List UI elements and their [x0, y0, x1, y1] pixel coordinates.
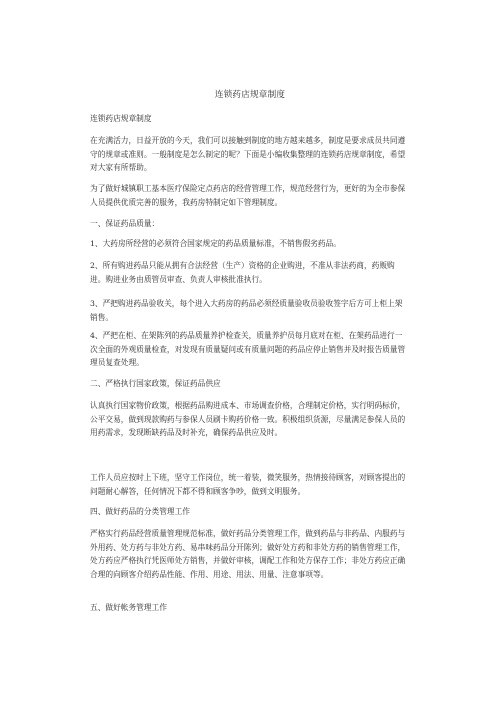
section-heading-4: 四、做好药品的分类管理工作	[90, 507, 190, 516]
paragraph-item-4: 4、严把在柜、在架陈列的药品质量养护检查关，质量养护员每月底对在柜、在架药品进行一次全面的外观质量检查，对发现有质量疑问或有质量问题的药品应停止销售并及时报告质量管理员复查处理。	[90, 331, 406, 367]
section-heading-2: 二、严格执行国家政策，保证药品供应	[90, 379, 221, 388]
section-heading-1: 一、保证药品质量：	[90, 219, 160, 228]
section-heading-5: 五、做好帐务管理工作	[90, 603, 167, 612]
document-subtitle: 连锁药店规章制度	[90, 114, 152, 123]
paragraph-classification: 严格实行药品经营质量管理规范标准，做好药品分类管理工作，做到药品与非药品、内服药与外用药、处方药与非处方药、易串味药品分开陈列；做好处方药和非处方药的销售管理工作，处方药应严格执行凭医师处方销售，并做好审核，调配工作和处方保存工作；非处方药应正确合理的向顾客介绍药品性能、作用、用途、用法、用量、注意事项等。	[90, 529, 406, 579]
paragraph-pricing: 认真执行国家物价政策，根据药品购进成本、市场调查价格，合理制定价格，实行明码标价，公平交易，做到现款购药与参保人员刷卡购药价格一致。积极组织货源，尽量满足参保人员的用药需求，发现断缺药品及时补充，确保药品供应及时。	[90, 401, 406, 437]
document-title: 连锁药店规章制度	[214, 90, 286, 100]
paragraph-item-2: 2、所有购进药品只能从拥有合法经营（生产）资格的企业购进，不准从非法药商，药贩购进。购进业务由质管员审查、负责人审核批准执行。	[90, 261, 395, 284]
paragraph-item-3: 3、严把购进药品验收关，每个进入大药房的药品必须经质量验收员验收签字后方可上柜上架销售。	[90, 299, 403, 322]
paragraph-purpose: 为了做好城镇职工基本医疗保险定点药店的经营管理工作，规范经营行为，更好的为全市参保人员提供优质完善的服务，我药房特制定如下管理制度。	[90, 184, 406, 207]
paragraph-service: 工作人员应按时上下班，坚守工作岗位，统一着装，微笑服务，热情接待顾客，对顾客提出的问题耐心解答，任何情况下都不得和顾客争吵，做到文明服务。	[90, 473, 406, 496]
paragraph-item-1: 1、大药房所经营的必须符合国家规定的药品质量标准，不销售假劣药品。	[90, 239, 341, 248]
paragraph-intro: 在充满活力，日益开放的今天，我们可以接触到制度的地方越来越多，制度是要求成员共同遵守的规章或准则。一般制度是怎么制定的呢？下面是小编收集整理的连锁药店规章制度，希望对大家有所帮助。	[90, 136, 406, 172]
